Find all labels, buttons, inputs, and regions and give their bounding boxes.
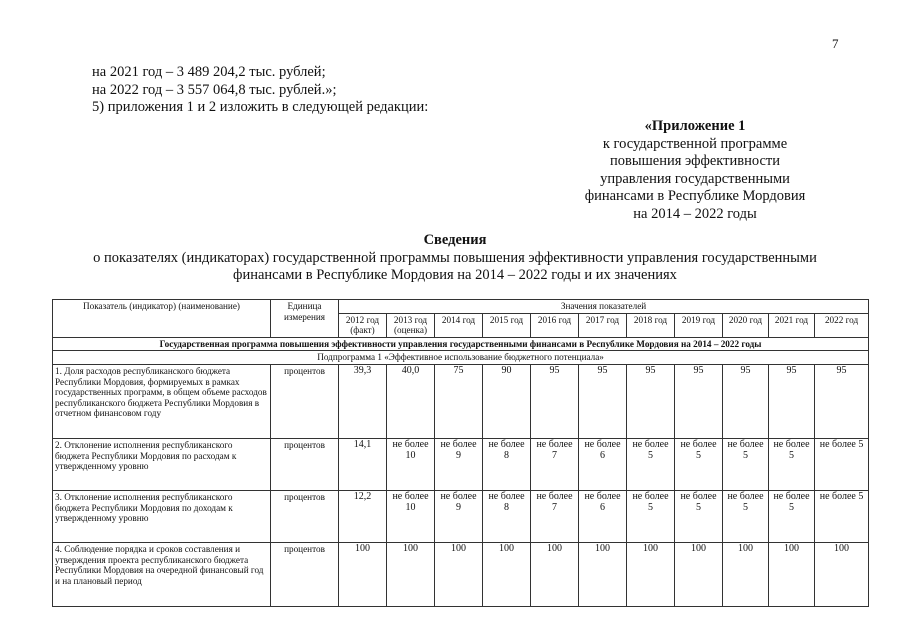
document-heading	[40, 232, 870, 285]
section-row	[53, 337, 869, 351]
appendix-line: к государственной программе	[602, 135, 788, 152]
value-cell: 95	[675, 364, 723, 438]
header-year: 2017 год	[579, 313, 627, 337]
value-cell: не более 6	[579, 490, 627, 542]
value-cell: не более 5	[675, 438, 723, 490]
intro-line: на 2022 год – 3 557 064,8 тыс. рублей.»;	[92, 81, 337, 98]
value-cell: не более 8	[483, 490, 531, 542]
value-cell: 75	[435, 364, 483, 438]
indicators-table	[52, 299, 869, 607]
value-cell: 14,1	[339, 438, 387, 490]
value-cell: 95	[769, 364, 815, 438]
value-cell: не более 5	[815, 490, 869, 542]
value-cell: 95	[815, 364, 869, 438]
value-cell: не более 7	[531, 490, 579, 542]
subprogram-row	[53, 351, 869, 365]
value-cell: не более 5	[723, 490, 769, 542]
indicator-unit: процентов	[271, 438, 339, 490]
value-cell: 39,3	[339, 364, 387, 438]
value-cell: не более 9	[435, 438, 483, 490]
value-cell: 12,2	[339, 490, 387, 542]
value-cell: не более 8	[483, 438, 531, 490]
header-year: 2019 год	[675, 313, 723, 337]
appendix-line: повышения эффективности	[610, 153, 780, 169]
value-cell: не более 5	[815, 438, 869, 490]
table-row	[53, 542, 869, 606]
section-title: Государственная программа повышения эффективности управления государственными финансами в Республике Мордовия на 2014 – 2022 годы	[53, 337, 869, 351]
value-cell: 100	[675, 542, 723, 606]
value-cell: 100	[579, 542, 627, 606]
value-cell: 100	[435, 542, 483, 606]
intro-line: на 2021 год – 3 489 204,2 тыс. рублей;	[92, 64, 326, 80]
header-year: 2021 год	[769, 313, 815, 337]
value-cell: 100	[339, 542, 387, 606]
value-cell: не более 10	[387, 490, 435, 542]
header-unit: Единица измерения	[271, 300, 339, 338]
value-cell: не более 5	[769, 490, 815, 542]
indicator-name: 3. Отклонение исполнения республиканского бюджета Республики Мордовия по доходам к утвержденному уровню	[53, 490, 271, 542]
heading-line: о показателях (индикаторах) государственной программы повышения эффективности управления государственными	[93, 249, 817, 266]
value-cell: 95	[723, 364, 769, 438]
indicator-name: 2. Отклонение исполнения республиканского бюджета Республики Мордовия по расходам к утвержденному уровню	[53, 438, 271, 490]
header-values: Значения показателей	[339, 300, 869, 314]
value-cell: не более 9	[435, 490, 483, 542]
value-cell: 40,0	[387, 364, 435, 438]
value-cell: 95	[627, 364, 675, 438]
value-cell: 100	[723, 542, 769, 606]
value-cell: не более 5	[627, 438, 675, 490]
table-row	[53, 438, 869, 490]
appendix-header	[560, 118, 830, 223]
appendix-title: «Приложение 1	[644, 118, 746, 134]
appendix-line: финансами в Республике Мордовия	[584, 188, 806, 204]
indicator-unit: процентов	[271, 364, 339, 438]
value-cell: 100	[387, 542, 435, 606]
header-indicator: Показатель (индикатор) (наименование)	[53, 300, 271, 338]
appendix-line: на 2014 – 2022 годы	[633, 205, 757, 222]
value-cell: не более 5	[627, 490, 675, 542]
value-cell: не более 5	[769, 438, 815, 490]
value-cell: не более 5	[723, 438, 769, 490]
table-row	[53, 490, 869, 542]
table-header-row	[53, 300, 869, 314]
value-cell: 95	[579, 364, 627, 438]
value-cell: 100	[627, 542, 675, 606]
intro-line: 5) приложения 1 и 2 изложить в следующей редакции:	[92, 99, 429, 115]
header-year: 2012 год (факт)	[339, 313, 387, 337]
value-cell: не более 7	[531, 438, 579, 490]
header-year: 2013 год (оценка)	[387, 313, 435, 337]
value-cell: 100	[769, 542, 815, 606]
intro-text	[92, 64, 428, 117]
value-cell: 100	[483, 542, 531, 606]
value-cell: 95	[531, 364, 579, 438]
table-row	[53, 364, 869, 438]
header-year: 2020 год	[723, 313, 769, 337]
value-cell: не более 6	[579, 438, 627, 490]
indicator-unit: процентов	[271, 490, 339, 542]
header-year: 2016 год	[531, 313, 579, 337]
heading-line: финансами в Республике Мордовия на 2014 – 2022 годы и их значениях	[233, 267, 677, 283]
value-cell: 100	[531, 542, 579, 606]
value-cell: 90	[483, 364, 531, 438]
page-number: 7	[832, 36, 839, 51]
header-year: 2022 год	[815, 313, 869, 337]
value-cell: не более 5	[675, 490, 723, 542]
header-year: 2015 год	[483, 313, 531, 337]
header-year: 2014 год	[435, 313, 483, 337]
header-year: 2018 год	[627, 313, 675, 337]
heading-title: Сведения	[423, 232, 487, 248]
subprogram-title: Подпрограмма 1 «Эффективное использование бюджетного потенциала»	[53, 351, 869, 365]
indicator-unit: процентов	[271, 542, 339, 606]
appendix-line: управления государственными	[600, 170, 790, 187]
value-cell: 100	[815, 542, 869, 606]
indicator-name: 1. Доля расходов республиканского бюджета Республики Мордовия, формируемых в рамках государственных программ, в общем объеме расходов республиканского бюджета Республики Мордовия в отчетном финансовом году	[53, 364, 271, 438]
value-cell: не более 10	[387, 438, 435, 490]
indicator-name: 4. Соблюдение порядка и сроков составления и утверждения проекта республиканского бюджета Республики Мордовия на очередной финансовый год и на плановый период	[53, 542, 271, 606]
